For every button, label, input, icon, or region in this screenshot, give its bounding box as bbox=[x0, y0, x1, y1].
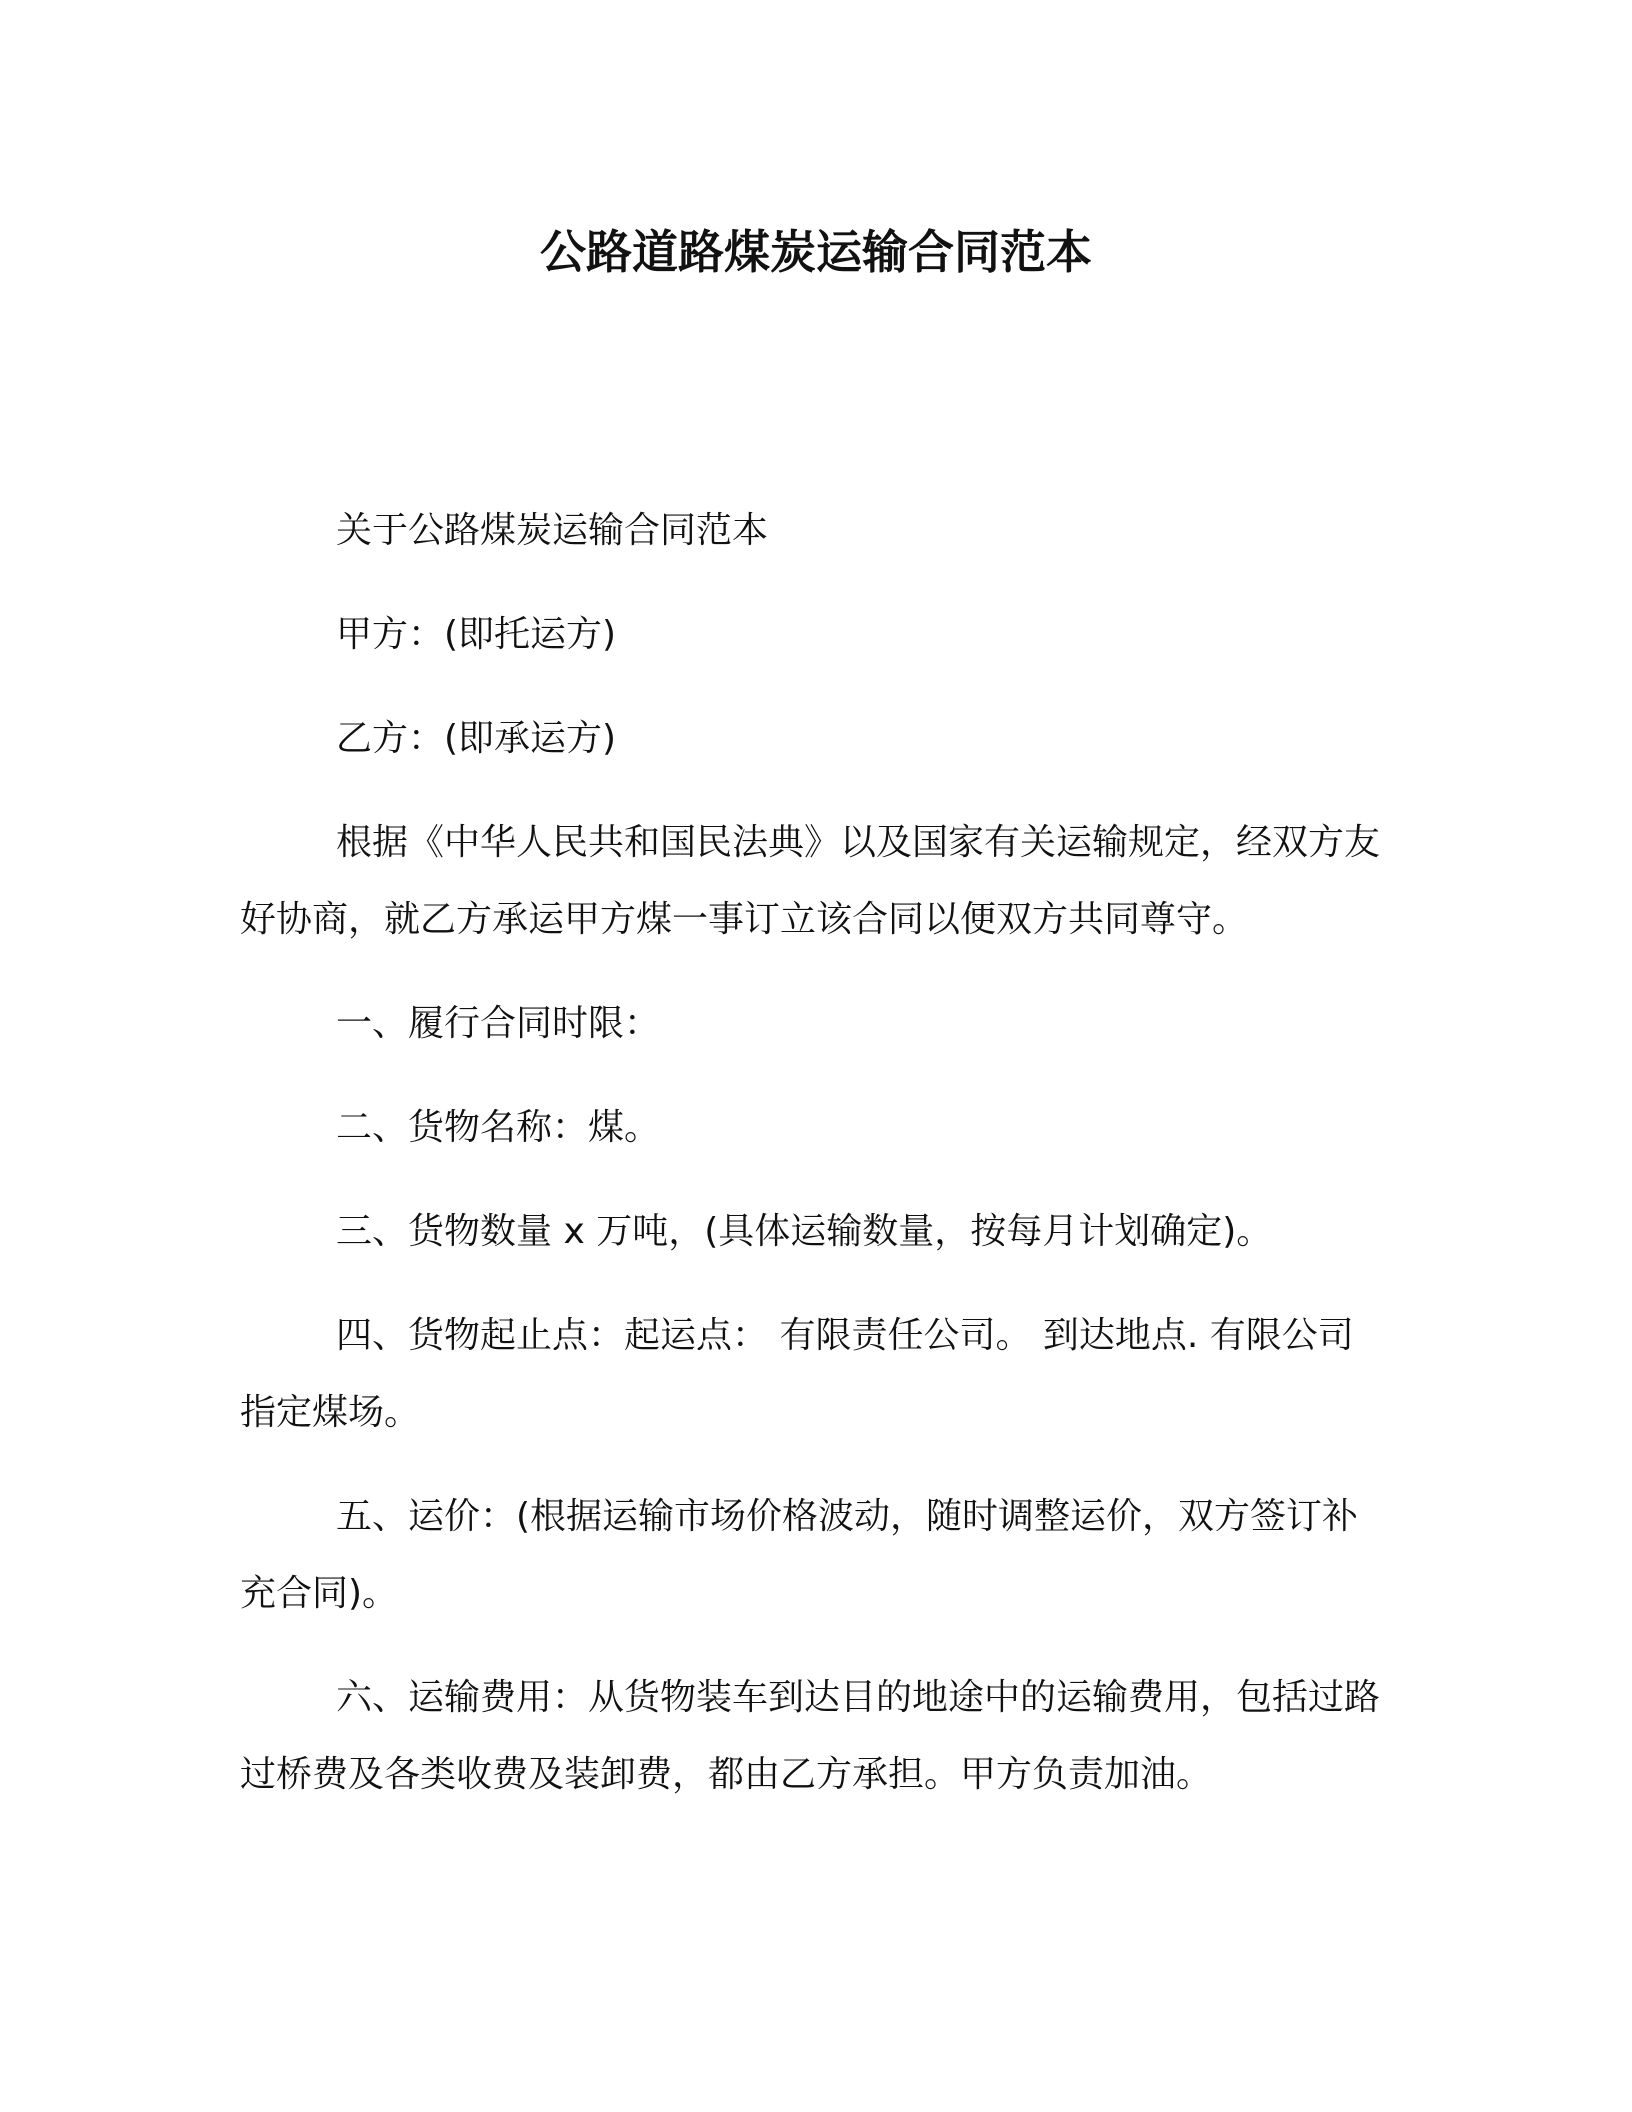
paragraph-clause-5: 五、运价：(根据运输市场价格波动，随时调整运价，双方签订补充合同)。 bbox=[240, 1496, 1359, 1614]
document-body bbox=[240, 492, 1380, 1840]
paragraph-clause-6: 六、运输费用：从货物装车到达目的地途中的运输费用，包括过路过桥费及各类收费及装卸费，都由乙方承担。甲方负责加油。 bbox=[240, 1677, 1381, 1795]
paragraph-clause-4: 四、货物起止点：起运点： 有限责任公司。 到达地点. 有限公司指定煤场。 bbox=[240, 1315, 1354, 1433]
paragraph-clause-3: 三、货物数量 x 万吨，(具体运输数量，按每月计划确定)。 bbox=[336, 1211, 1273, 1252]
paragraph-clause-2: 二、货物名称：煤。 bbox=[336, 1107, 661, 1148]
paragraph-clause-1: 一、履行合同时限： bbox=[336, 1003, 661, 1044]
paragraph-party-a: 甲方：(即托运方) bbox=[336, 614, 617, 655]
paragraph-preamble: 根据《中华人民共和国民法典》以及国家有关运输规定，经双方友好协商，就乙方承运甲方煤一事订立该合同以便双方共同尊守。 bbox=[240, 822, 1381, 940]
document-title: 公路道路煤炭运输合同范本 bbox=[540, 225, 1092, 279]
paragraph-party-b: 乙方：(即承运方) bbox=[336, 718, 617, 759]
paragraph-subtitle: 关于公路煤炭运输合同范本 bbox=[336, 510, 769, 551]
